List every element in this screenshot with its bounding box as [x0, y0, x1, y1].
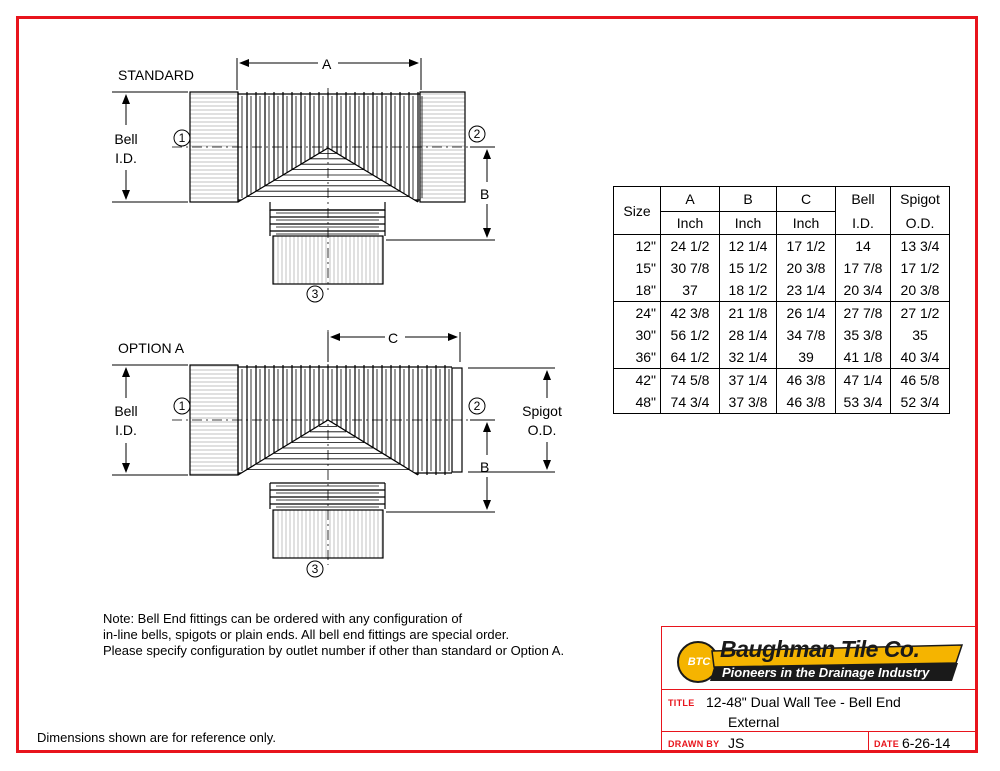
table-cell-bell: 14	[836, 235, 891, 258]
table-cell-b: 21 1/8	[720, 302, 777, 325]
table-cell-bell: 35 3/8	[836, 324, 891, 346]
table-cell-a: 30 7/8	[661, 257, 720, 279]
table-cell-b: 37 3/8	[720, 391, 777, 414]
table-cell-size: 42"	[614, 369, 661, 392]
title-label: TITLE	[668, 698, 695, 708]
company-name: Baughman Tile Co.	[720, 636, 920, 662]
company-logo	[672, 633, 968, 685]
spigot-header: Spigot	[891, 187, 950, 212]
table-cell-size: 18"	[614, 279, 661, 302]
table-cell-a: 74 3/4	[661, 391, 720, 414]
table-cell-size: 30"	[614, 324, 661, 346]
c-header: C	[777, 187, 836, 212]
table-cell-bell: 41 1/8	[836, 346, 891, 369]
a-unit-header: Inch	[661, 212, 720, 235]
logo-badge: BTC	[687, 656, 711, 668]
bell-header: Bell	[836, 187, 891, 212]
table-cell-b: 32 1/4	[720, 346, 777, 369]
table-cell-c: 23 1/4	[777, 279, 836, 302]
option-a-tee	[172, 330, 490, 565]
drawn-row	[662, 731, 977, 752]
bell-id-label-option: I.D.	[115, 422, 137, 438]
bell-id-label-standard: I.D.	[115, 150, 137, 166]
a-header: A	[661, 187, 720, 212]
drawn-by-label: DRAWN BY	[668, 739, 720, 749]
b-header: B	[720, 187, 777, 212]
table-cell-spigot: 13 3/4	[891, 235, 950, 258]
disclaimer: Dimensions shown are for reference only.	[37, 730, 276, 745]
outlet-2-standard: 2	[473, 127, 481, 141]
option-a-label: OPTION A	[118, 340, 185, 356]
table-cell-c: 34 7/8	[777, 324, 836, 346]
table-cell-size: 36"	[614, 346, 661, 369]
table-cell-size: 12"	[614, 235, 661, 258]
table-cell-a: 74 5/8	[661, 369, 720, 392]
bell-id-header: I.D.	[836, 212, 891, 235]
table-cell-bell: 27 7/8	[836, 302, 891, 325]
table-cell-c: 20 3/8	[777, 257, 836, 279]
table-cell-c: 26 1/4	[777, 302, 836, 325]
table-cell-b: 37 1/4	[720, 369, 777, 392]
table-cell-a: 37	[661, 279, 720, 302]
table-cell-a: 56 1/2	[661, 324, 720, 346]
table-cell-bell: 53 3/4	[836, 391, 891, 414]
dimensions-table	[613, 186, 950, 414]
outlet-3-standard: 3	[311, 287, 319, 301]
table-cell-b: 18 1/2	[720, 279, 777, 302]
table-cell-a: 24 1/2	[661, 235, 720, 258]
date-label: DATE	[874, 739, 900, 749]
outlet-1-option: 1	[178, 399, 186, 413]
table-cell-bell: 17 7/8	[836, 257, 891, 279]
spigot-od-label: O.D.	[527, 422, 557, 438]
table-cell-size: 24"	[614, 302, 661, 325]
table-cell-spigot: 27 1/2	[891, 302, 950, 325]
table-row	[614, 302, 950, 325]
dim-a-label: A	[322, 56, 332, 72]
table-cell-c: 39	[777, 346, 836, 369]
spigot-label: Spigot	[522, 403, 562, 419]
spigot-od-header: O.D.	[891, 212, 950, 235]
table-cell-spigot: 40 3/4	[891, 346, 950, 369]
table-cell-spigot: 35	[891, 324, 950, 346]
standard-tee	[172, 88, 490, 290]
table-row	[614, 346, 950, 369]
table-row	[614, 391, 950, 414]
dim-b-label-option: B	[480, 459, 490, 475]
note-line-2: in-line bells, spigots or plain ends. All bell end fittings are special order.	[103, 627, 510, 642]
table-cell-b: 15 1/2	[720, 257, 777, 279]
table-row	[614, 369, 950, 392]
table-cell-c: 46 3/8	[777, 391, 836, 414]
drawn-by-value: JS	[728, 735, 745, 751]
c-unit-header: Inch	[777, 212, 836, 235]
dim-b-label-standard: B	[480, 186, 490, 202]
date-value: 6-26-14	[902, 735, 951, 751]
outlet-1-standard: 1	[178, 131, 186, 145]
table-row	[614, 235, 950, 258]
standard-label: STANDARD	[118, 67, 194, 83]
table-cell-size: 15"	[614, 257, 661, 279]
table-cell-spigot: 20 3/8	[891, 279, 950, 302]
table-row	[614, 279, 950, 302]
table-cell-a: 64 1/2	[661, 346, 720, 369]
table-cell-spigot: 46 5/8	[891, 369, 950, 392]
title-line-2: External	[728, 714, 780, 730]
outlet-3-option: 3	[311, 562, 319, 576]
dim-c-label: C	[388, 330, 399, 346]
table-cell-b: 12 1/4	[720, 235, 777, 258]
table-cell-b: 28 1/4	[720, 324, 777, 346]
table-cell-c: 17 1/2	[777, 235, 836, 258]
table-cell-bell: 20 3/4	[836, 279, 891, 302]
table-cell-c: 46 3/8	[777, 369, 836, 392]
table-row	[614, 324, 950, 346]
company-tagline: Pioneers in the Drainage Industry	[722, 665, 930, 680]
table-row	[614, 257, 950, 279]
table-cell-a: 42 3/8	[661, 302, 720, 325]
table-cell-bell: 47 1/4	[836, 369, 891, 392]
table-cell-spigot: 52 3/4	[891, 391, 950, 414]
bell-label-standard: Bell	[114, 131, 138, 147]
table-cell-size: 48"	[614, 391, 661, 414]
title-block	[661, 626, 978, 753]
title-line-1: 12-48" Dual Wall Tee - Bell End	[706, 694, 901, 710]
outlet-2-option: 2	[473, 399, 481, 413]
size-header: Size	[614, 187, 661, 235]
note-line-1: Note: Bell End fittings can be ordered with any configuration of	[103, 611, 463, 626]
bell-label-option: Bell	[114, 403, 138, 419]
b-unit-header: Inch	[720, 212, 777, 235]
note-line-3: Please specify configuration by outlet number if other than standard or Option A.	[103, 643, 565, 658]
table-cell-spigot: 17 1/2	[891, 257, 950, 279]
